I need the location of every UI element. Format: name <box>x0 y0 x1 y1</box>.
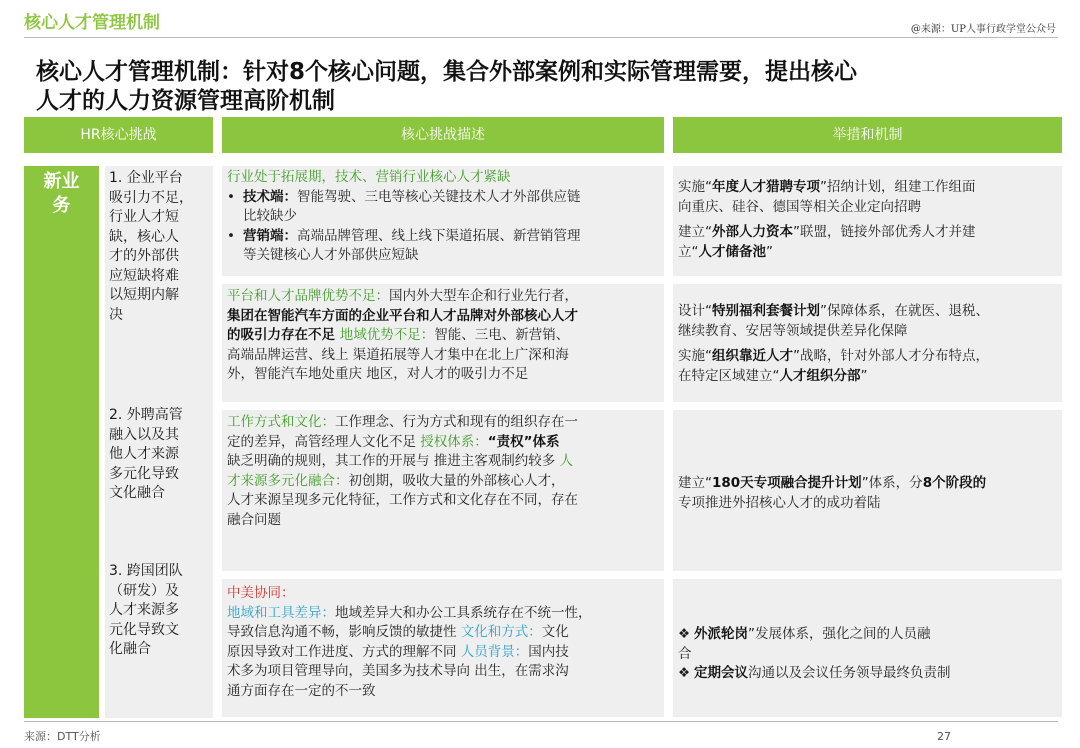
header-measures: 举措和机制 <box>673 117 1062 153</box>
measure-cell-4: ❖ 外派轮岗”发展体系，强化之间的人员融 合 ❖ 定期会议沟通以及会议任务领导最终负责制 <box>673 579 1062 717</box>
desc-1-bullet-1: • 技术端：智能驾驶、三电等核心关键技术人才外部供应链 比较缺少 <box>227 188 581 224</box>
desc-2-label-2: 地域优势不足： <box>339 327 435 343</box>
desc-1-bullet-2: • 营销端：高端品牌管理、线上线下渠道拓展、新营销管理 等关键核心人才外部供应短缺 <box>227 227 581 263</box>
desc-4-label-1: 地域和工具差异： <box>227 604 335 621</box>
section-title: 核心人才管理机制 <box>24 13 160 33</box>
tag-line-2: 务 <box>52 195 71 216</box>
challenges-column <box>105 166 213 718</box>
desc-cell-1 <box>222 166 664 276</box>
page-number: 27 <box>937 730 951 743</box>
measure-cell-1: 实施“年度人才猎聘专项”招纳计划，组建工作组面 向重庆、硅谷、德国等相关企业定向招聘 建立“外部人力资本”联盟，链接外部优秀人才并建 立“人才储备池” <box>673 166 1062 276</box>
source-credit: @来源：UP人事行政学堂公众号 <box>910 24 1056 35</box>
new-business-tag <box>24 166 99 718</box>
bottom-divider <box>24 721 1058 722</box>
headline-line-1: 核心人才管理机制：针对8个核心问题，集合外部案例和实际管理需要，提出核心 <box>36 59 858 85</box>
desc-4-label-3: 人员背景： <box>460 643 529 660</box>
measure-4-item-1: ❖ 外派轮岗”发展体系，强化之间的人员融 <box>678 625 1058 645</box>
desc-cell-3: 工作方式和文化：工作理念、行为方式和现有的组织存在一 定的差异，高管经理人文化不足 授权体系：“责权”体系 缺乏明确的规则，其工作的开展与 推进主客观制约较多 人 才来源多元化融合：初创期，吸收大量的外部核心人才， 人才来源呈现多元化特征，工作方式和文化存在不同，存在 融合问题 <box>222 410 664 571</box>
challenge-2: 2. 外聘高管 融入以及其 他人才来源 多元化导致 文化融合 <box>109 407 183 501</box>
desc-4-label-2: 文化和方式： <box>460 624 542 640</box>
header-challenge-desc: 核心挑战描述 <box>222 117 664 153</box>
footer-source: 来源：DTT分析 <box>24 730 101 743</box>
measure-cell-2: 设计“特别福利套餐计划”保障体系，在就医、退税、 继续教育、安居等领域提供差异化保障 实施“组织靠近人才”战略，针对外部人才分布特点， 在特定区域建立“人才组织分部” <box>673 284 1062 402</box>
diamond-bullet-icon: ❖ <box>678 665 691 681</box>
desc-3-label-3: 才来源多元化融合： <box>227 472 349 489</box>
challenge-1: 1. 企业平台 吸引力不足， 行业人才短 缺，核心人 才的外部供 应短缺将难 以短期内解 决 <box>109 170 193 323</box>
header-hr-challenge: HR核心挑战 <box>24 117 213 153</box>
headline-line-2: 人才的人力资源管理高阶机制 <box>36 88 335 114</box>
top-divider <box>24 37 1058 38</box>
measure-cell-3: 建立“180天专项融合提升计划”体系，分8个阶段的 专项推进外招核心人才的成功着陆 <box>673 410 1062 571</box>
desc-2-label-1: 平台和人才品牌优势不足： <box>227 288 389 304</box>
desc-cell-2: 平台和人才品牌优势不足：国内外大型车企和行业先行者， 集团在智能汽车方面的企业平台和人才品牌对外部核心人才 的吸引力存在不足 地域优势不足：智能、三电、新营销、 高端品牌运营、线上 渠道拓展等人才集中在北上广深和海 外，智能汽车地处重庆 地区，对人才的吸引力不足 <box>222 284 664 402</box>
desc-3-label-1: 工作方式和文化： <box>227 414 335 430</box>
desc-1-title: 行业处于拓展期，技术、营销行业核心人才紧缺 <box>227 169 511 185</box>
tag-line-1: 新业 <box>43 171 80 192</box>
measure-4-item-2: ❖ 定期会议沟通以及会议任务领导最终负责制 <box>678 664 1058 684</box>
desc-3-label-2: 授权体系： <box>420 433 488 450</box>
desc-cell-4: 中美协同： 地域和工具差异：地域差异大和办公工具系统存在不统一性， 导致信息沟通不畅，影响反馈的敏捷性 文化和方式：文化 原因导致对工作进度、方式的理解不同 人员背景：国内技 术多为项目管理导向，美国多为技术导向 出生，在需求沟 通方面存在一定的不一致 <box>222 579 664 717</box>
diamond-bullet-icon: ❖ <box>678 626 691 642</box>
page-headline <box>36 58 1046 116</box>
challenge-3: 3. 跨国团队 （研发）及 人才来源多 元化导致文 化融合 <box>109 563 183 657</box>
desc-4-title: 中美协同： <box>227 585 295 601</box>
